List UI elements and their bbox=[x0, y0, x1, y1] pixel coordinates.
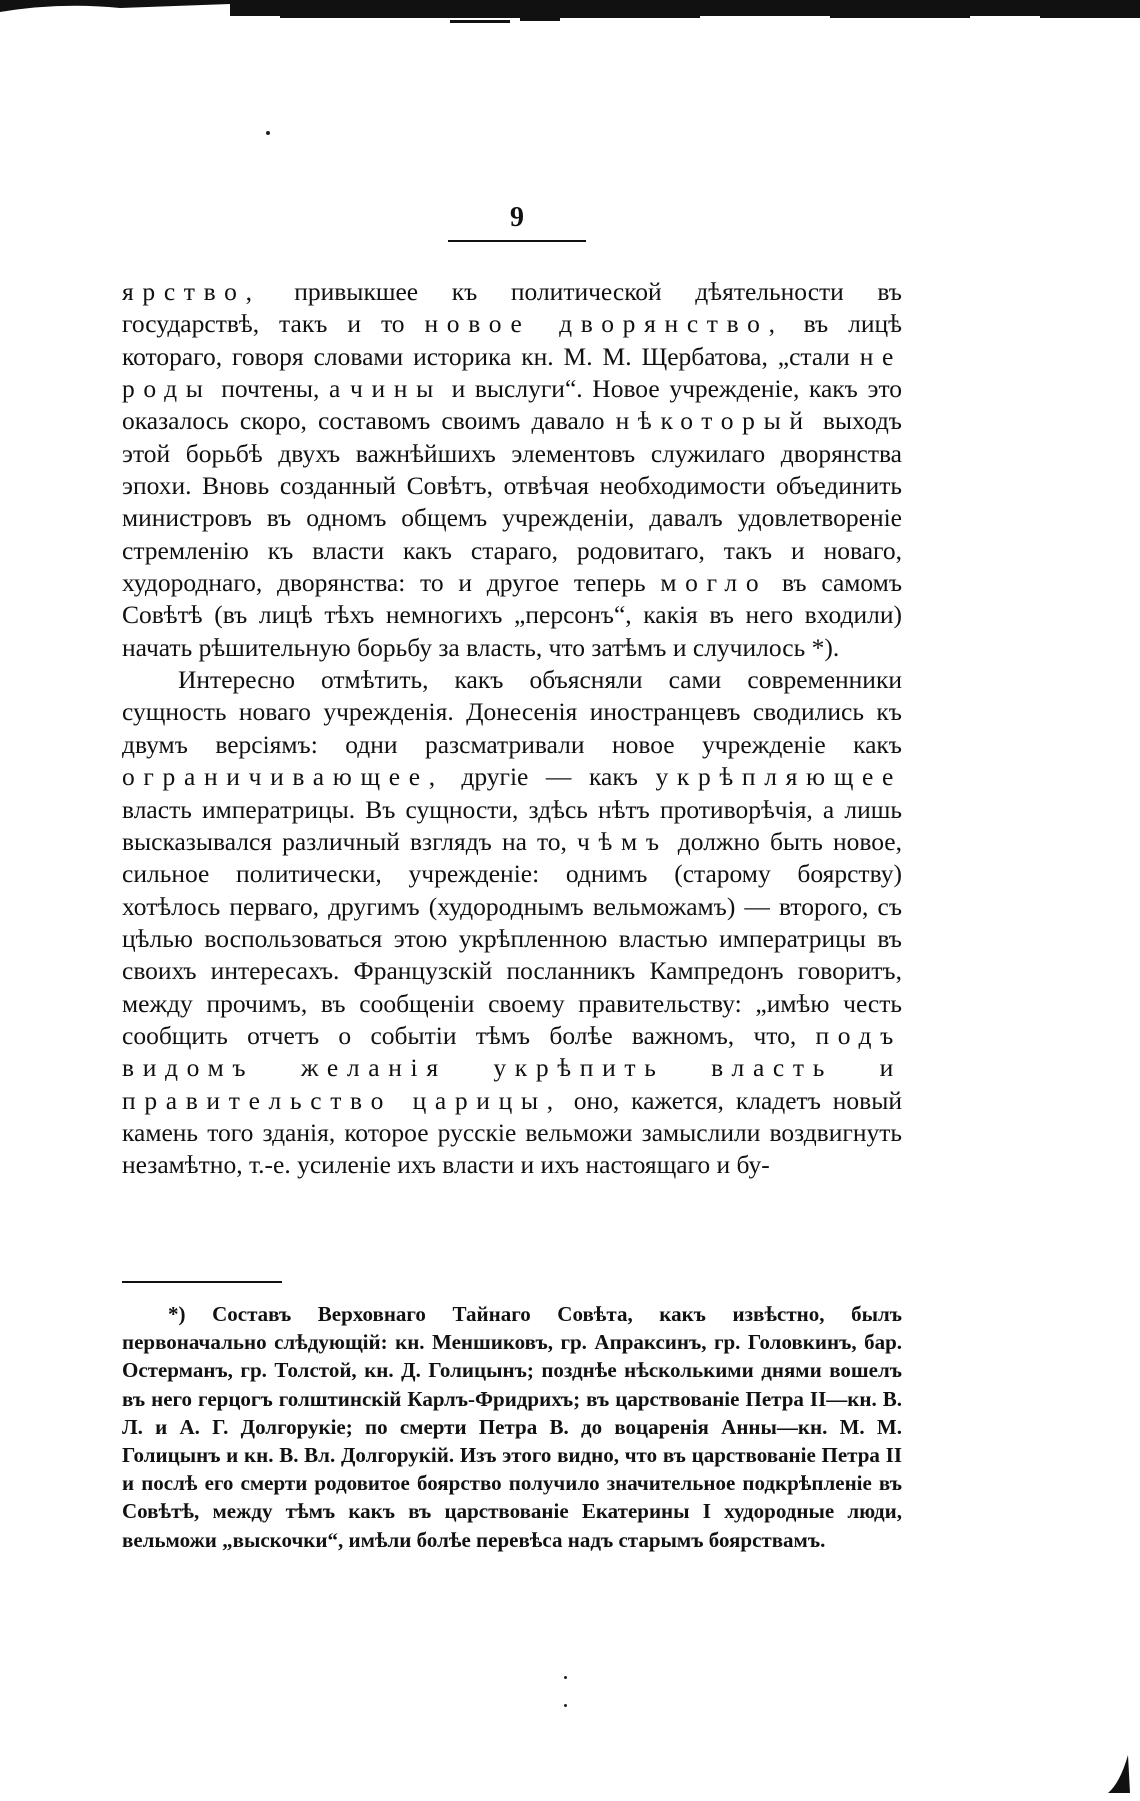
text-run: другіе — какъ bbox=[443, 762, 656, 792]
paragraph bbox=[122, 276, 902, 664]
spaced-emphasis: ограничивающее, bbox=[122, 762, 444, 792]
text-run: должно быть новое, сильное политически, учрежденіе: однимъ (старому боярству) хотѣлось перваго, другимъ (худороднымъ вельможамъ) — второго, съ цѣлью воспользоваться этою укрѣпленною властью императрицы въ своихъ интересахъ. Французскій посланникъ Кампредонъ говоритъ, между прочимъ, въ сообщеніи своему правительству: „имѣю честь сообщить отчетъ о событіи тѣмъ болѣе важномъ, что, bbox=[122, 826, 903, 1050]
text-run: привыкшее къ политической дѣятельности въ государствѣ, такъ и то bbox=[122, 277, 902, 339]
scan-speck bbox=[564, 1704, 567, 1707]
spaced-emphasis: чины bbox=[350, 374, 442, 404]
spaced-emphasis: новое дворянство, bbox=[424, 309, 784, 339]
text-run: въ лицѣ котораго, говоря словами историка кн. М. М. Щербатова, „стали bbox=[122, 309, 902, 371]
spaced-emphasis: могло bbox=[660, 568, 768, 598]
scan-speck bbox=[564, 1676, 567, 1679]
spaced-emphasis: чѣмъ bbox=[577, 826, 668, 856]
spaced-emphasis: укрѣпляющее bbox=[655, 762, 902, 792]
paragraph bbox=[122, 664, 902, 1182]
spaced-emphasis: ярство, bbox=[122, 277, 261, 306]
text-run: въ самомъ Совѣтѣ (въ лицѣ тѣхъ немногихъ „персонъ“, какія въ него входили) начать рѣшительную борьбу за власть, что затѣмъ и случилось *). bbox=[122, 568, 903, 662]
text-run: оно, кажется, кладетъ новый камень того зданія, которое русскіе вельможи замыслили воздвигнуть незамѣтно, т.-е. усиленіе ихъ власти и ихъ настоящаго и бу- bbox=[122, 1085, 902, 1180]
main-text bbox=[122, 276, 902, 1182]
spaced-emphasis: нѣкоторый bbox=[615, 406, 812, 436]
spaced-emphasis: подъ видомъ желанія укрѣпить власть и правительство царицы, bbox=[122, 1020, 902, 1115]
footnote-text: *) Составъ Верховнаго Тайнаго Совѣта, какъ извѣстно, былъ первоначально слѣдующій: кн. Меншиковъ, гр. Апраксинъ, гр. Головкинъ, бар. Остерманъ, гр. Толстой, кн. Д. Голицынъ; позднѣе нѣсколькими днями вошелъ въ него герцогъ голштинскій Карлъ-Фридрихъ; въ царствованіе Петра II—кн. В. Л. и А. Г. Долгорукіе; по смерти Петра В. до воцаренія Анны—кн. М. М. Голицынъ и кн. В. Вл. Долгорукій. Изъ этого видно, что въ царствованіе Петра II и послѣ его смерти родовитое боярство получило значительное подкрѣпленіе въ Совѣтѣ, между тѣмъ какъ въ царствованіе Екатерины I худородные люди, вельможи „выскочки“, имѣли болѣе перевѣса надъ старымъ боярствамъ. bbox=[122, 1302, 902, 1552]
page-number: 9 bbox=[510, 202, 524, 233]
text-run: и выслуги“. Новое учрежденіе, какъ это оказалось скоро, составомъ своимъ давало bbox=[122, 374, 902, 436]
text-run: власть императрицы. Въ сущности, здѣсь нѣтъ противорѣчія, а лишь высказывался различный взглядъ на то, bbox=[122, 794, 902, 856]
footnote bbox=[122, 1300, 902, 1554]
spaced-emphasis: не роды bbox=[122, 341, 902, 404]
scan-speck bbox=[266, 131, 270, 135]
text-run: почтены, а bbox=[211, 374, 350, 404]
text-run: Интересно отмѣтить, какъ объясняли сами современники сущность новаго учрежденія. Донесенія иностранцевъ сводились къ двумъ версіямъ: одни разсматривали новое учрежденіе какъ bbox=[122, 665, 902, 759]
footnote-rule bbox=[122, 1281, 282, 1283]
page-number-rule bbox=[448, 240, 586, 242]
text-run: выходъ этой борьбѣ двухъ важнѣйшихъ элементовъ служилаго дворянства эпохи. Вновь созданный Совѣтъ, отвѣчая необходимости объединить министровъ въ одномъ общемъ учрежденіи, давалъ удовлетвореніе стремленію къ власти какъ стараго, родовитаго, такъ и новаго, худороднаго, дворянства: то и другое теперь bbox=[122, 406, 902, 598]
scan-corner-mark bbox=[1100, 1753, 1130, 1793]
scan-top-edge bbox=[0, 0, 1140, 30]
